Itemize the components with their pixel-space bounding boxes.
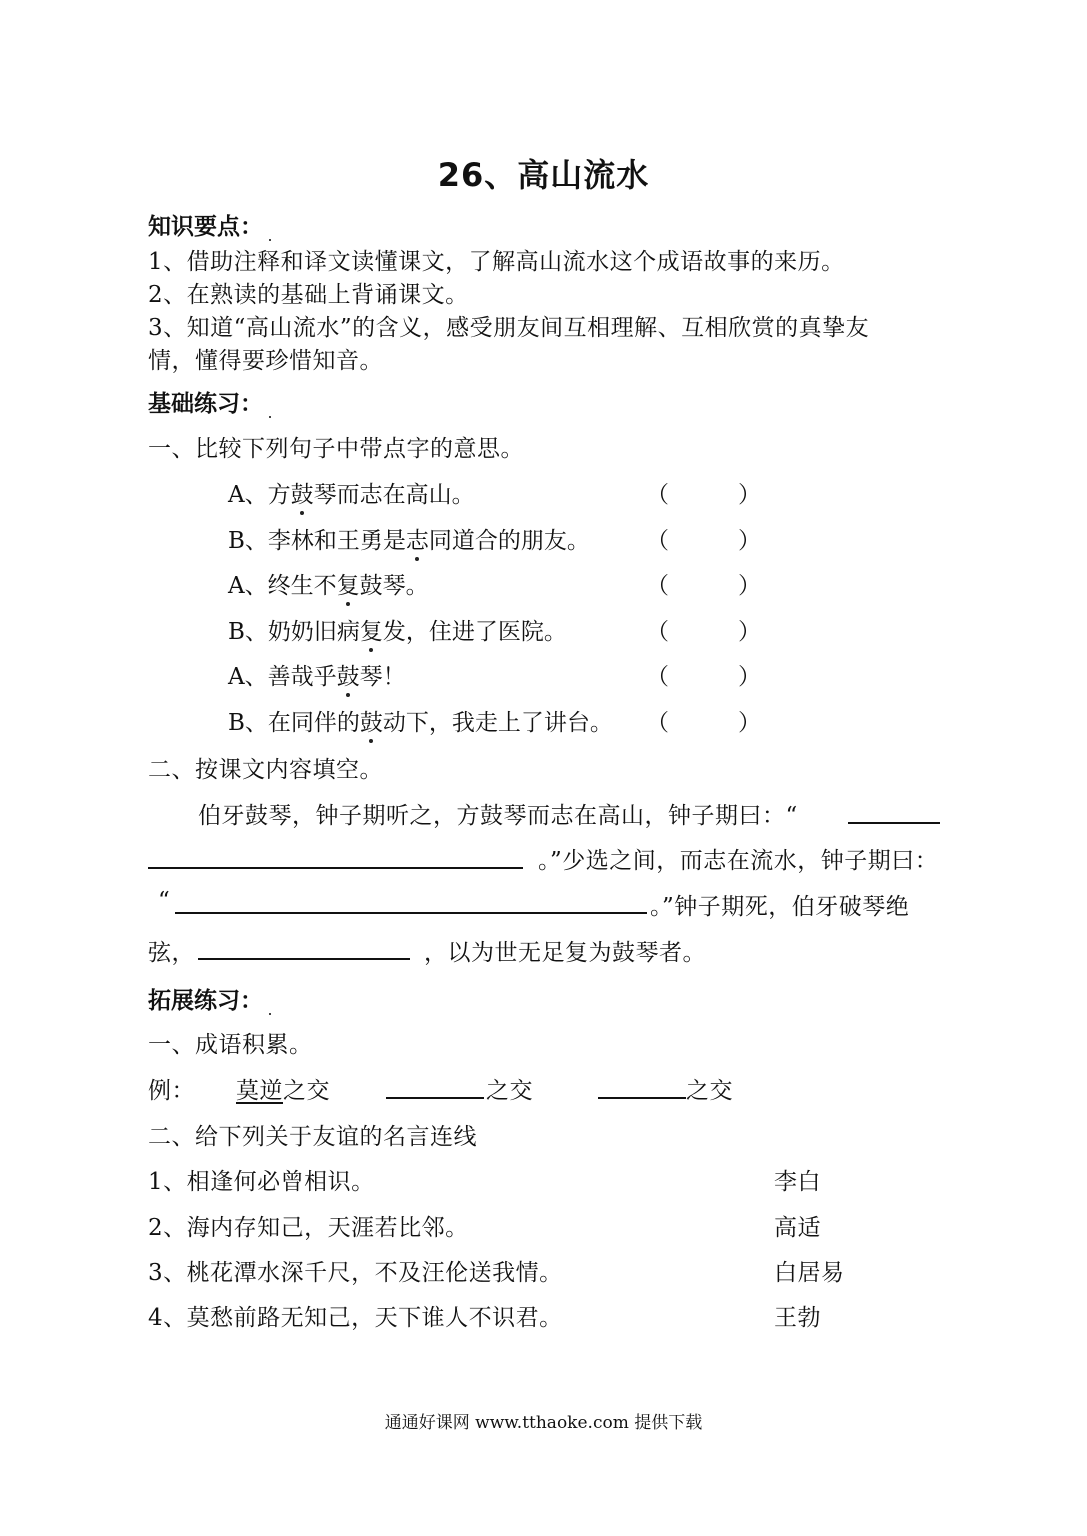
fill-blank-1[interactable] <box>848 822 940 824</box>
fill-line-4-start: 弦， <box>148 940 195 966</box>
knowledge-item-3-cont: 情，懂得要珍惜知音。 <box>148 348 383 374</box>
extend-q1-prompt: 一、成语积累。 <box>148 1032 313 1058</box>
idiom-blank-1[interactable] <box>386 1097 484 1099</box>
knowledge-heading <box>148 208 271 241</box>
answer-paren[interactable]: （ ） <box>646 528 761 554</box>
heading-mark <box>269 1013 271 1015</box>
fill-blank-3[interactable] <box>198 958 410 960</box>
fill-line-1: 伯牙鼓琴，钟子期听之，方鼓琴而志在高山，钟子期曰：“ <box>198 803 798 829</box>
compare-row: A、方鼓琴而志在高山。 <box>228 482 475 508</box>
quote-item[interactable]: 4、莫愁前路无知己，天下谁人不识君。 <box>148 1305 563 1331</box>
heading-mark <box>269 239 271 241</box>
idiom-blank-2[interactable] <box>598 1097 686 1099</box>
extend-heading-text: 拓展练习： <box>148 988 263 1014</box>
page-title: 26、高山流水 <box>437 156 650 194</box>
knowledge-item-3: 3、知道“高山流水”的含义，感受朋友间互相理解、互相欣赏的真挚友 <box>148 315 870 341</box>
knowledge-item-1: 1、借助注释和译文读懂课文，了解高山流水这个成语故事的来历。 <box>148 249 845 275</box>
basic-heading <box>148 385 271 418</box>
heading-mark <box>269 416 271 418</box>
fill-line-3-open: “ <box>158 888 171 914</box>
author-item[interactable]: 李白 <box>774 1169 821 1195</box>
quote-item[interactable]: 2、海内存知己，天涯若比邻。 <box>148 1215 469 1241</box>
dotted-char: 志 <box>405 528 429 554</box>
example-word: 莫逆 <box>236 1078 283 1104</box>
basic-q2-prompt: 二、按课文内容填空。 <box>148 757 383 783</box>
knowledge-item-2: 2、在熟读的基础上背诵课文。 <box>148 282 469 308</box>
quote-item[interactable]: 3、桃花潭水深千尺，不及汪伦送我情。 <box>148 1260 563 1286</box>
compare-row: A、善哉乎鼓琴！ <box>228 664 406 690</box>
compare-row: B、李林和王勇是志同道合的朋友。 <box>228 528 590 554</box>
fill-blank-2[interactable] <box>175 912 647 914</box>
dotted-char: 鼓 <box>336 664 360 690</box>
extend-heading <box>148 982 271 1015</box>
dotted-char: 鼓 <box>290 482 314 508</box>
compare-row: B、在同伴的鼓动下，我走上了讲台。 <box>228 710 613 736</box>
idiom-suffix-2: 之交 <box>686 1078 733 1104</box>
dotted-char: 鼓 <box>359 710 383 736</box>
author-item[interactable]: 白居易 <box>774 1260 845 1286</box>
answer-paren[interactable]: （ ） <box>646 573 761 599</box>
idiom-suffix-1: 之交 <box>486 1078 533 1104</box>
fill-line-4-end: ，以为世无足复为鼓琴者。 <box>424 940 706 966</box>
quote-item[interactable]: 1、相逢何必曾相识。 <box>148 1169 375 1195</box>
compare-row: B、奶奶旧病复发，住进了医院。 <box>228 619 567 645</box>
answer-paren[interactable]: （ ） <box>646 619 761 645</box>
basic-heading-text: 基础练习： <box>148 391 263 417</box>
compare-row: A、终生不复鼓琴。 <box>228 573 429 599</box>
footer-credit: 通通好课网 www.tthaoke.com 提供下载 <box>384 1413 703 1433</box>
answer-paren[interactable]: （ ） <box>646 482 761 508</box>
extend-q2-prompt: 二、给下列关于友谊的名言连线 <box>148 1124 477 1150</box>
dotted-char: 复 <box>336 573 360 599</box>
knowledge-heading-text: 知识要点： <box>148 214 263 240</box>
fill-line-2: 。”少选之间，而志在流水，钟子期曰： <box>538 848 939 874</box>
basic-q1-prompt: 一、比较下列句子中带点字的意思。 <box>148 436 524 462</box>
author-item[interactable]: 高适 <box>774 1215 821 1241</box>
author-item[interactable]: 王勃 <box>774 1305 821 1331</box>
dotted-char: 复 <box>359 619 383 645</box>
example-idiom: 莫逆之交 <box>236 1078 330 1104</box>
answer-paren[interactable]: （ ） <box>646 710 761 736</box>
fill-line-3: 。”钟子期死，伯牙破琴绝 <box>650 894 910 920</box>
fill-blank-1-cont[interactable] <box>148 867 523 869</box>
answer-paren[interactable]: （ ） <box>646 664 761 690</box>
example-label: 例： <box>148 1078 195 1104</box>
